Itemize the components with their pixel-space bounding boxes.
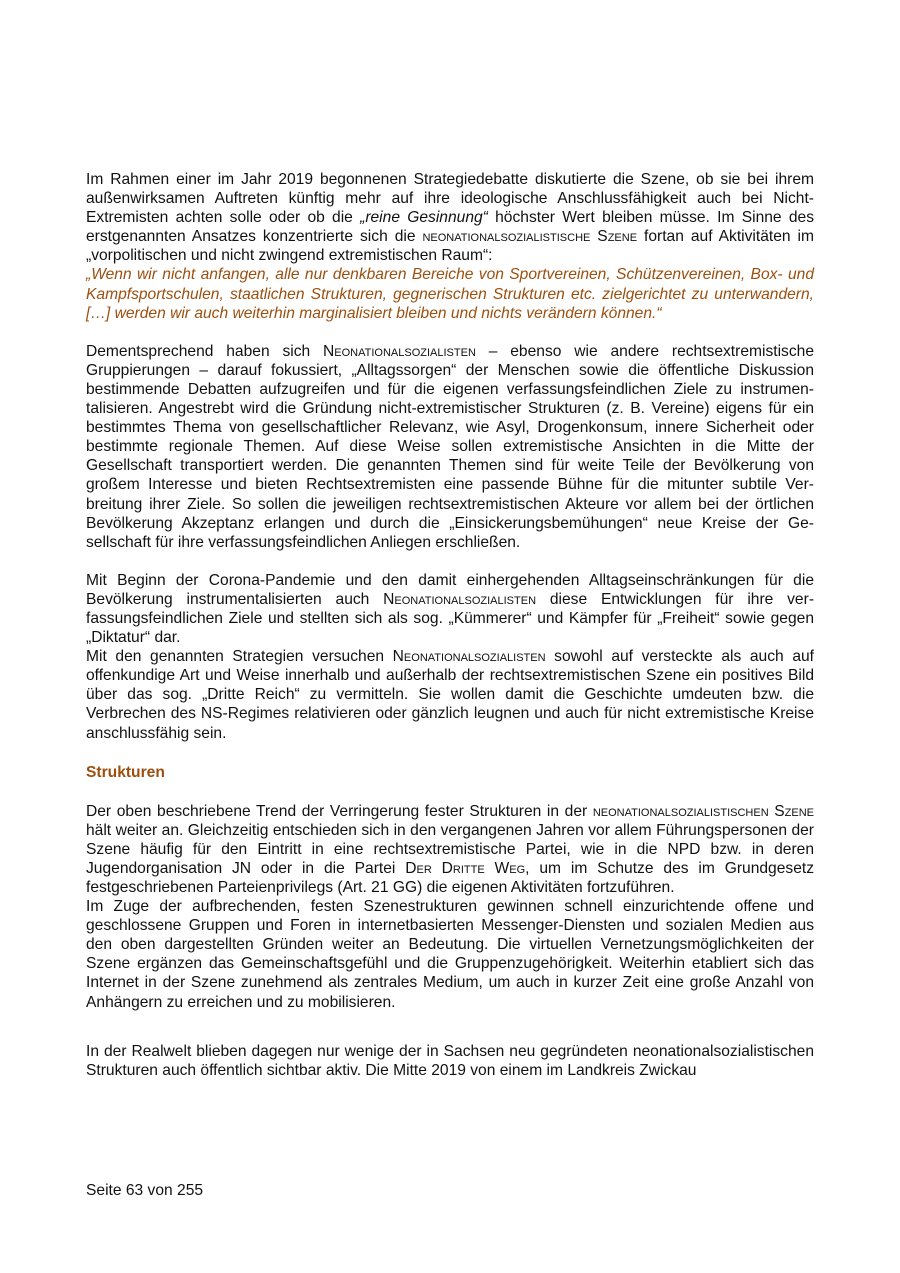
term-neonationalsozialisten: Neonationalsozialisten xyxy=(323,342,476,360)
paragraph-alltagssorgen: Dementsprechend haben sich Neonationalsozialisten – ebenso wie andere rechtsextremistische Gruppierungen – darauf fokussiert, „Alltagssorgen“ der Menschen sowie die öffentliche Diskussion bestimmende Debatten aufzugreifen und für die eigenen verfassungsfeindlichen Ziele zu instrumentalisieren. Angestrebt wird die Gründung nicht-extremistischer Strukturen (z. B. Vereine) eigens für ein bestimmtes Thema von gesellschaftlicher Relevanz, wie Asyl, Drogenkonsum, innere Sicherheit oder bestimmte regionale Themen. Auf diese Weise sollen extremistische Ansichten in die Mitte der Gesellschaft transportiert werden. Die genannten Themen sind für weite Teile der Bevölkerung von großem Interesse und bieten Rechtsextremisten eine passende Bühne für die mitunter subtile Verbreitung ihrer Ziele. So sollen die jeweiligen rechtsextremistischen Akteure vor allem bei der örtlichen Bevölkerung Akzeptanz erlangen und durch die „Einsickerungsbemühungen“ neue Kreise der Gesellschaft für ihre verfassungsfeindlichen Anliegen erschließen. xyxy=(86,342,814,551)
paragraph-internet: Im Zuge der aufbrechenden, festen Szenestrukturen gewinnen schnell einzurichtende offene und geschlossene Gruppen und Foren in internetbasierten Messenger-Diensten und sozialen Medien aus den oben dargestellten Gründen weiter an Bedeutung. Die virtuellen Vernetzungsmöglichkeiten der Szene ergänzen das Gemeinschaftsgefühl und die Gruppenzugehörigkeit. Weiterhin etabliert sich das Internet in der Szene zunehmend als zentrales Medium, um auch in kurzer Zeit eine große Anzahl von Anhängern zu erreichen und zu mobilisieren. xyxy=(86,898,814,1011)
document-body xyxy=(86,170,814,1080)
quote-block: „Wenn wir nicht anfangen, alle nur denkbaren Bereiche von Sportvereinen, Schützenvereinen, Box- und Kampfsportschulen, staatlichen Strukturen, gegnerischen Strukturen etc. zielgerichtet zu unterwandern, […] werden wir auch weiterhin marginalisiert bleiben und nichts verändern können.“ xyxy=(86,266,814,322)
term-neonationalsozialisten: Neonationalsozialisten xyxy=(392,648,546,666)
term-neonationalsozialisten: Neonationalsozialisten xyxy=(383,590,537,608)
term-szene: neonationalsozialistischen Szene xyxy=(592,802,814,820)
paragraph-strategy-debate: Im Rahmen einer im Jahr 2019 begonnenen Strategiedebatte diskutierte die Szene, ob sie bei ihrem außenwirksamen Auftreten künftig mehr auf ihre ideologische Anschlussfähigkeit auch bei Nicht-Extremisten achten solle oder ob die „reine Gesinnung“ höchster Wert bleiben müsse. Im Sinne des erstgenannten Ansatzes konzentrierte sich die neonationalsozialistische Szene fortan auf Aktivitäten im „vorpolitischen und nicht zwingend extremistischen Raum“: xyxy=(86,171,815,265)
term-party: Der Dritte Weg xyxy=(405,859,526,877)
emphasis-reine-gesinnung: „reine Gesinnung“ xyxy=(360,209,488,227)
section-heading: Strukturen xyxy=(86,763,165,781)
paragraph-strategies: Mit den genannten Strategien versuchen Neonationalsozialisten sowohl auf versteckte als auch auf offenkundige Art und Weise innerhalb und außerhalb der rechtsextremistischen Szene ein positives Bild über das sog. „Dritte Reich“ zu vermitteln. Sie wollen damit die Geschichte umdeuten bzw. die Verbrechen des NS-Regimes relativieren oder gänzlich leugnen und auch für nicht extremistische Kreise anschlussfähig sein. xyxy=(86,648,814,742)
paragraph-realwelt: In der Realwelt blieben dagegen nur wenige der in Sachsen neu gegründeten neonationalsozialistischen Strukturen auch öffentlich sichtbar aktiv. Die Mitte 2019 von einem im Landkreis Zwickau xyxy=(86,1042,814,1079)
paragraph-trend: Der oben beschriebene Trend der Verringerung fester Strukturen in der neonationalsozialistischen Szene hält weiter an. Gleichzeitig entschieden sich in den vergangenen Jahren vor allem Führungspersonen der Szene häufig für den Eintritt in eine rechtsextremistische Partei, wie in die NPD bzw. in deren Jugendorganisation JN oder in die Partei Der Dritte Weg, um im Schutze des im Grundgesetz festgeschriebenen Parteienprivilegs (Art. 21 GG) die eigenen Aktivitäten fortzuführen. xyxy=(86,802,814,896)
paragraph-corona: Mit Beginn der Corona-Pandemie und den damit einhergehenden Alltagseinschränkungen für die Bevölkerung instrumentalisierten auch Neonationalsozialisten diese Entwicklungen für ihre verfassungsfeindlichen Ziele und stellten sich als sog. „Kümmerer“ und Kämpfer für „Freiheit“ sowie gegen „Diktatur“ dar. xyxy=(86,571,815,647)
term-szene: neonationalsozialistische Szene xyxy=(422,228,638,246)
page-number: Seite 63 von 255 xyxy=(86,1182,204,1199)
